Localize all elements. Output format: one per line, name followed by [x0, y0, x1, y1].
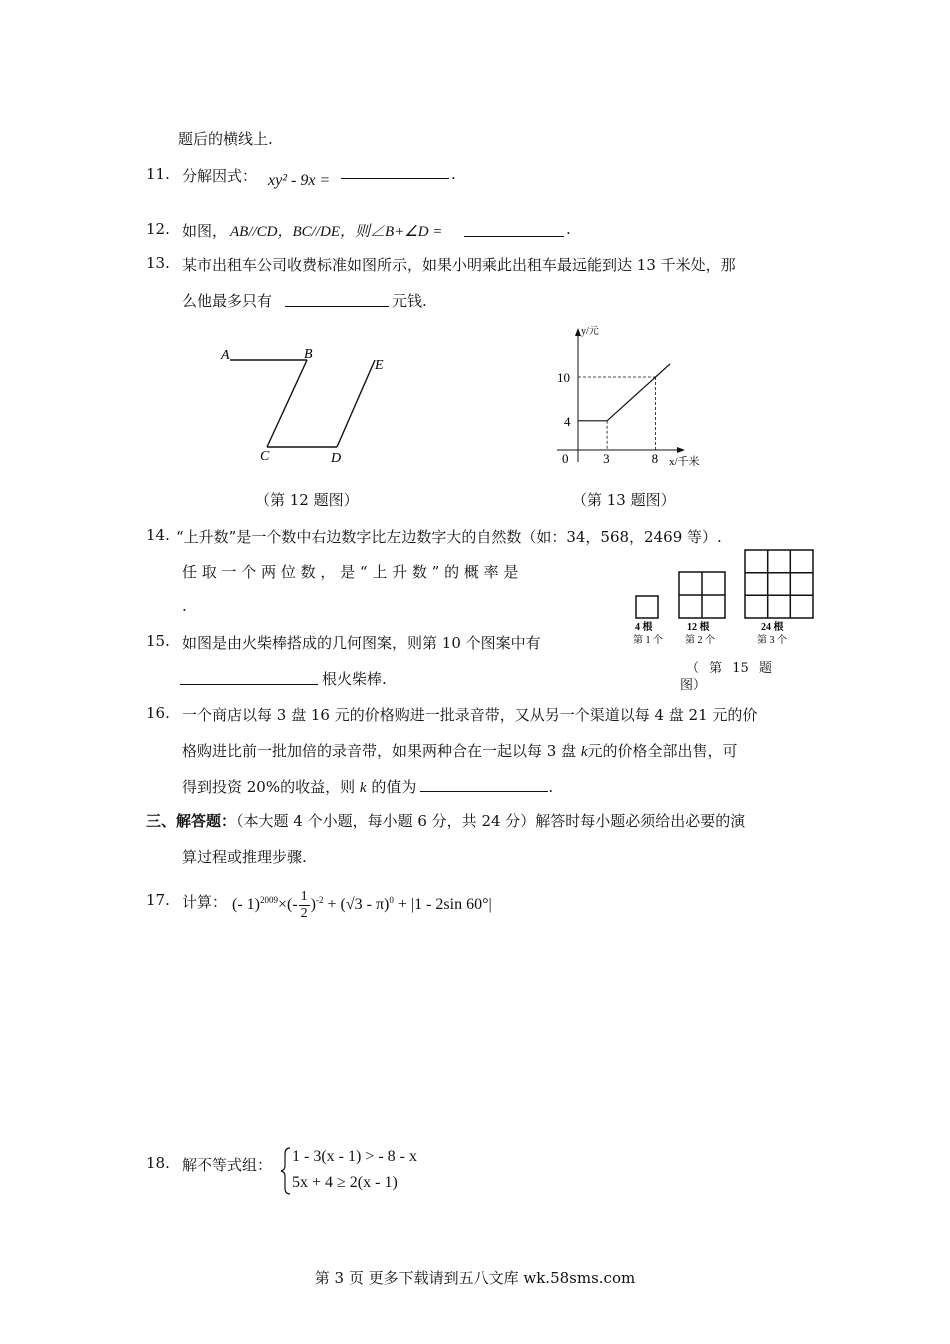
q17-number: 17.	[146, 891, 170, 909]
q16-k-2: k	[359, 780, 367, 796]
q16-line3-mid: 的值为	[371, 778, 417, 796]
figure-15-caption-b: 图）	[680, 678, 707, 693]
figure-12-caption: （第 12 题图）	[255, 491, 359, 509]
label-b: B	[304, 347, 313, 362]
q16-end: .	[548, 778, 554, 796]
q17-fraction	[299, 889, 310, 922]
q17-frac-num: 1	[300, 889, 308, 904]
q12-end: .	[566, 220, 571, 238]
pattern-1	[636, 596, 658, 618]
figure-13-chart	[545, 322, 715, 472]
q12-answer-blank	[464, 236, 564, 237]
section-3-title: 三、解答题：	[146, 812, 237, 830]
q17-part-b: ×(-	[277, 896, 298, 914]
q15-line1: 如图是由火柴棒搭成的几何图案，则第 10 个图案中有	[182, 634, 541, 652]
q17-exp-3: 0	[389, 894, 394, 905]
q11-end: .	[451, 165, 456, 183]
q17-label: 计算：	[182, 893, 228, 911]
page-footer: 第 3 页 更多下载请到五八文库 wk.58sms.com	[314, 1269, 636, 1287]
segment-bc	[267, 360, 307, 447]
q12-expression: AB//CD，BC//DE，则∠B+∠D =	[230, 224, 443, 240]
q11-expression: xy² - 9x =	[268, 172, 331, 189]
q13-number: 13.	[146, 254, 170, 272]
pattern-1-label: 第 1 个	[633, 635, 663, 646]
fare-line-segment	[607, 377, 656, 421]
q17-expression	[232, 889, 492, 922]
q11-number: 11.	[146, 165, 170, 183]
label-c: C	[260, 449, 270, 464]
q18-number: 18.	[146, 1154, 170, 1172]
q18-inequality-1: 1 - 3(x - 1) > - 8 - x	[292, 1148, 417, 1165]
q17-exp-2: -2	[316, 894, 324, 905]
y-axis-label: y/元	[581, 326, 599, 337]
q16-line2	[182, 740, 738, 761]
q16-number: 16.	[146, 704, 170, 722]
label-e: E	[375, 358, 384, 373]
y-tick-label: 10	[557, 370, 570, 385]
q18-label: 解不等式组：	[182, 1156, 273, 1174]
figure-12	[215, 340, 395, 470]
q13-answer-blank	[285, 306, 389, 307]
label-d: D	[331, 451, 342, 466]
pattern-3-count: 24 根	[761, 622, 784, 633]
x-tick-label: 3	[603, 451, 610, 466]
q13-line2-end: 元钱.	[392, 292, 427, 310]
q12-number: 12.	[146, 220, 170, 238]
q13-line2-start: 么他最多只有	[182, 292, 273, 310]
q17-part-d: + (√3 - π)	[327, 896, 390, 914]
section-3-heading	[146, 810, 745, 831]
section-3-description: （本大题 4 个小题，每小题 6 分，共 24 分）解答时每小题必须给出必要的演	[236, 812, 746, 830]
q11-text: 分解因式：	[182, 167, 258, 185]
q11-answer-blank	[341, 178, 449, 179]
q17-part-a: (- 1)	[232, 896, 260, 914]
q16-line3-start: 得到投资 20%的收益，则	[182, 778, 356, 796]
q16-line2-end: 元的价格全部出售，可	[587, 742, 738, 760]
pattern-2	[679, 572, 725, 618]
q16-k-1: k	[580, 744, 588, 760]
q14-line1: “上升数”是一个数中右边数字比左边数字大的自然数（如：34，568，2469 等）.	[176, 528, 722, 546]
q16-line3	[182, 776, 553, 797]
q17-frac-den: 2	[300, 906, 308, 921]
q13-line1: 某市出租车公司收费标准如图所示，如果小明乘此出租车最远能到达 13 千米处，那	[182, 256, 736, 274]
section-3-description-2: 算过程或推理步骤.	[182, 848, 307, 866]
pattern-2-count: 12 根	[687, 622, 710, 633]
pattern-2-label: 第 2 个	[685, 635, 715, 646]
q14-number: 14.	[146, 526, 170, 544]
q17-part-e: + |1 - 2sin 60°|	[397, 896, 492, 914]
q15-number: 15.	[146, 632, 170, 650]
figure-13-caption: （第 13 题图）	[572, 491, 676, 509]
q16-line2-start: 格购进比前一批加倍的录音带，如果两种合在一起以每 3 盘	[182, 742, 577, 760]
q16-line1: 一个商店以每 3 盘 16 元的价格购进一批录音带，又从另一个渠道以每 4 盘 21 元的价	[182, 706, 758, 724]
x-tick-label: 8	[651, 451, 659, 466]
intro-tail: 题后的横线上.	[178, 130, 273, 148]
q15-answer-blank	[180, 684, 318, 685]
q15-line2: 根火柴棒.	[322, 670, 387, 688]
origin-label: 0	[562, 451, 569, 466]
y-tick-label: 4	[564, 413, 571, 429]
figure-15-caption-a: （ 第 15 题	[686, 661, 772, 676]
q14-line3: .	[182, 597, 187, 615]
label-a: A	[221, 348, 230, 363]
q12-text: 如图，	[182, 222, 228, 240]
fare-line-segment	[656, 364, 671, 377]
brace-icon	[280, 1146, 292, 1196]
pattern-3	[745, 550, 813, 618]
q14-line2: 任 取 一 个 两 位 数 ， 是 “ 上 升 数 ” 的 概 率 是	[182, 563, 519, 581]
q18-inequality-2: 5x + 4 ≥ 2(x - 1)	[292, 1174, 398, 1191]
segment-de	[337, 360, 375, 447]
q16-answer-blank	[420, 791, 548, 792]
q17-part-c: )	[310, 896, 316, 914]
figure-15	[630, 548, 820, 648]
q17-exp-1: 2009	[259, 894, 278, 905]
pattern-1-count: 4 根	[635, 622, 653, 633]
x-axis-label: x/千米	[669, 456, 700, 468]
pattern-3-label: 第 3 个	[757, 635, 787, 646]
x-axis-arrow	[677, 447, 685, 453]
